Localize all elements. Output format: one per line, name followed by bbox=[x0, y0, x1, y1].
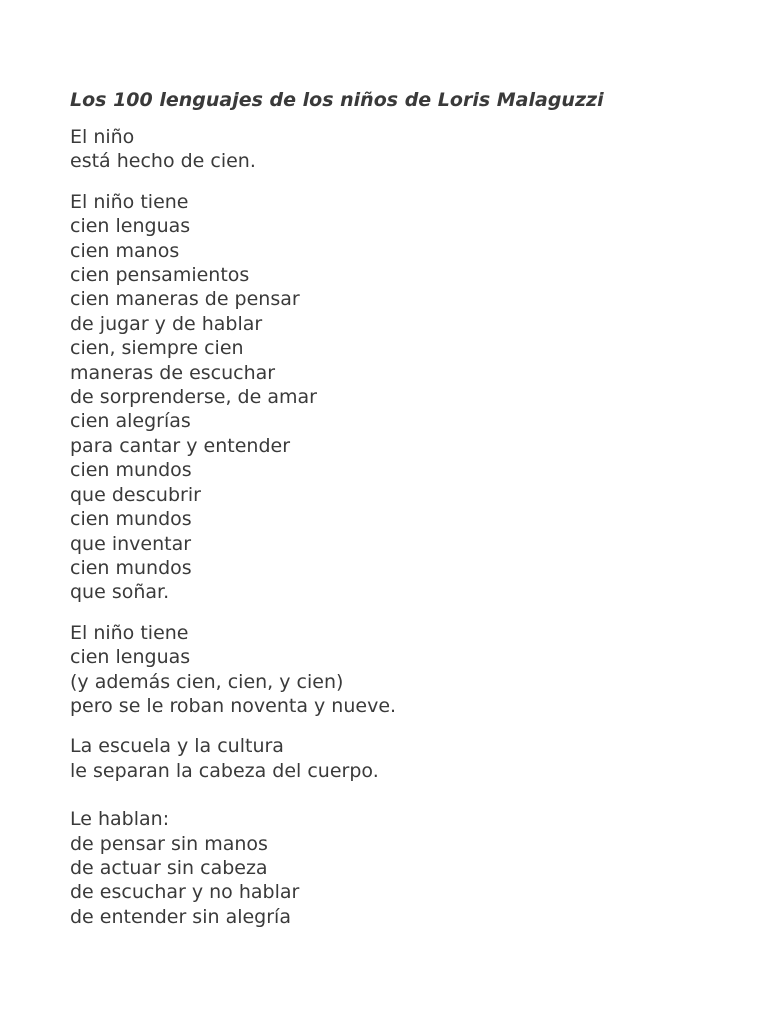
poem-line: cien alegrías bbox=[70, 410, 191, 433]
document-page bbox=[70, 86, 730, 945]
poem-line: de escuchar y no hablar bbox=[70, 881, 300, 904]
poem-line: cien mundos bbox=[70, 556, 192, 579]
stanza-4 bbox=[70, 734, 730, 783]
poem-line: de jugar y de hablar bbox=[70, 312, 263, 335]
poem-line: pero se le roban noventa y nueve. bbox=[70, 694, 397, 717]
poem-line: que descubrir bbox=[70, 483, 201, 506]
poem-line: que inventar bbox=[70, 532, 192, 555]
poem-line: (y además cien, cien, y cien) bbox=[70, 670, 344, 693]
stanza-2 bbox=[70, 190, 730, 605]
poem-line: de entender sin alegría bbox=[70, 905, 291, 928]
poem-line: le separan la cabeza del cuerpo. bbox=[70, 759, 379, 782]
poem-line: que soñar. bbox=[70, 581, 170, 604]
poem-line: de pensar sin manos bbox=[70, 832, 268, 855]
poem-line: El niño tiene bbox=[70, 621, 189, 644]
poem-line: para cantar y entender bbox=[70, 434, 291, 457]
poem-line: maneras de escuchar bbox=[70, 361, 276, 384]
poem-line: cien pensamientos bbox=[70, 264, 250, 287]
poem-line: de actuar sin cabeza bbox=[70, 856, 268, 879]
poem-title: Los 100 lenguajes de los niños de Loris Malaguzzi bbox=[70, 89, 604, 111]
poem-line: cien maneras de pensar bbox=[70, 288, 300, 311]
poem-line: El niño tiene bbox=[70, 190, 189, 213]
poem-line: cien, siempre cien bbox=[70, 337, 244, 360]
stanza-1 bbox=[70, 125, 730, 174]
stanza-5 bbox=[70, 807, 730, 929]
poem-line: cien mundos bbox=[70, 459, 192, 482]
poem-line: cien lenguas bbox=[70, 215, 191, 238]
poem-line: de sorprenderse, de amar bbox=[70, 386, 317, 409]
poem-line: cien lenguas bbox=[70, 646, 191, 669]
poem-line: está hecho de cien. bbox=[70, 150, 256, 173]
poem-line: La escuela y la cultura bbox=[70, 735, 284, 758]
poem-line: cien mundos bbox=[70, 508, 192, 531]
poem-line: cien manos bbox=[70, 239, 180, 262]
poem-line: Le hablan: bbox=[70, 808, 170, 831]
stanza-3 bbox=[70, 621, 730, 719]
poem-line: El niño bbox=[70, 126, 135, 148]
